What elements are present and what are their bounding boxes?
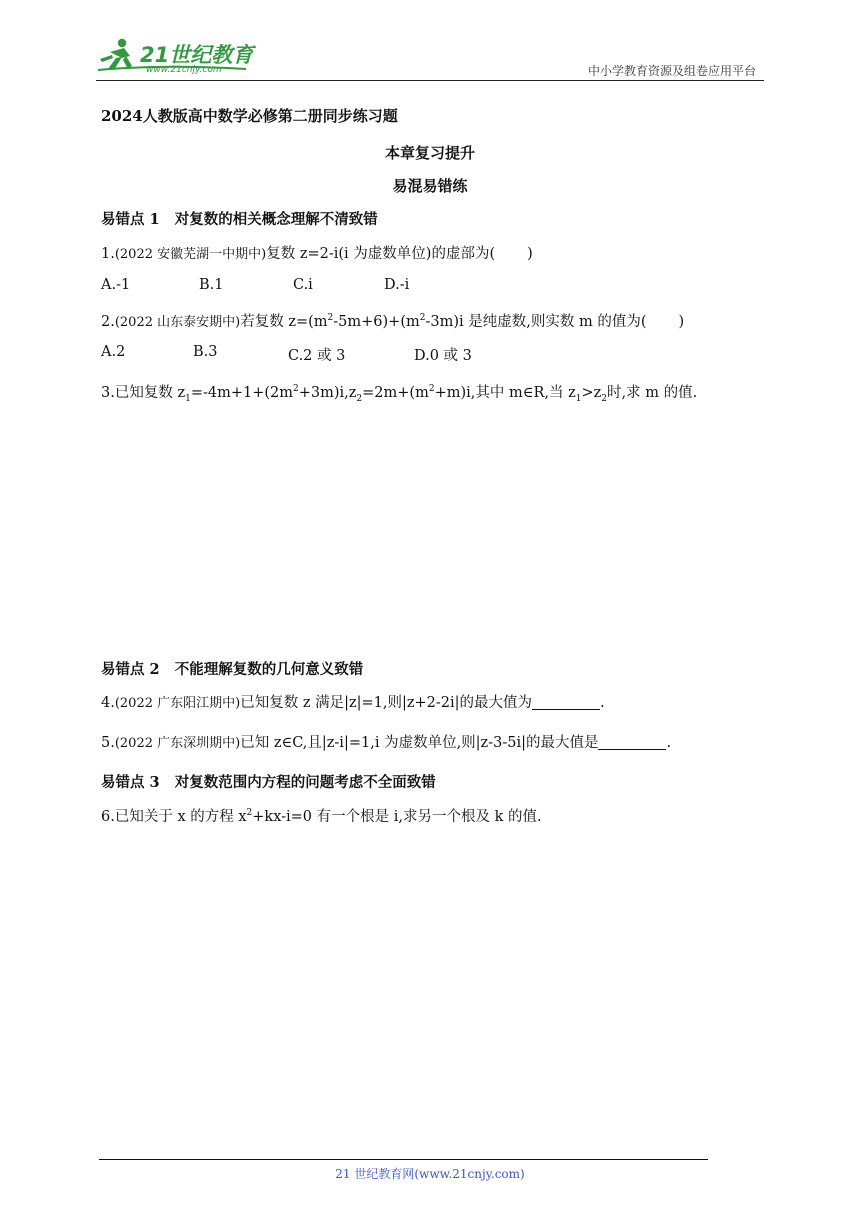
- header-platform-text: 中小学教育资源及组卷应用平台: [587, 64, 756, 78]
- question-6: 6.已知关于 x 的方程 $x^2+kx-i=0$ 有一个根是 i,求另一个根及 k 的值.: [101, 808, 542, 825]
- chapter-title: 本章复习提升: [384, 144, 475, 162]
- footer-divider: [99, 1159, 708, 1160]
- question-4: 4.(2022 广东阳江期中)已知复数 z 满足|z|=1,则|z+2-2i|的最大值为 .: [101, 695, 605, 711]
- question-number: 2.: [101, 314, 115, 330]
- question-source: (2022 安徽芜湖一中期中): [114, 247, 267, 262]
- option-d: D.0 或 3: [414, 348, 472, 364]
- question-number: 1.: [101, 246, 115, 262]
- section-title: 不能理解复数的几何意义致错: [174, 661, 364, 678]
- question-source: (2022 广东阳江期中): [114, 696, 241, 711]
- footer-text: 21 世纪教育网(www.21cnjy.com): [335, 1167, 525, 1181]
- question-3: 3.已知复数 $z_1=-4m+1+(2m^2+3m)i,z_2=2m+(m^2+m)i$,其中 m∈R,当 $z_1>z_2$时,求 m 的值.: [101, 384, 698, 404]
- logo-url: www.21cnjy.com: [146, 65, 222, 75]
- question-number: 5.: [101, 735, 115, 751]
- option-a: A.-1: [101, 277, 131, 293]
- option-a: A.2: [101, 344, 126, 360]
- option-d: D.-i: [384, 277, 410, 293]
- section-subtitle: 易混易错练: [392, 177, 468, 195]
- question-text: 已知 z∈C,且|z-i|=1,i 为虚数单位,则|z-3-5i|的最大值是: [240, 735, 599, 751]
- option-c: C.i: [293, 277, 313, 293]
- logo-text: 21世纪教育: [140, 43, 254, 67]
- section-heading-1: [101, 208, 378, 229]
- section-title: 对复数的相关概念理解不清致错: [174, 211, 378, 228]
- question-1: 1.(2022 安徽芜湖一中期中)复数 z=2-i(i 为虚数单位)的虚部为( ): [101, 246, 533, 262]
- question-2: 2.(2022 山东泰安期中)若复数 $z=(m^2-5m+6)+(m^2-3m)i$ 是纯虚数,则实数 m 的值为( ): [101, 313, 685, 330]
- header-divider: [96, 80, 764, 81]
- option-b: B.3: [193, 344, 218, 360]
- section-label: 易错点 1: [101, 211, 160, 228]
- answer-blank[interactable]: [598, 735, 666, 751]
- option-c: C.2 或 3: [288, 348, 346, 364]
- question-source: (2022 广东深圳期中): [114, 736, 241, 751]
- question-text: 已知复数 z 满足|z|=1,则|z+2-2i|的最大值为: [240, 695, 533, 711]
- section-title: 对复数范围内方程的问题考虑不全面致错: [174, 774, 436, 791]
- section-heading-3: [101, 771, 436, 792]
- question-number: 4.: [101, 695, 115, 711]
- section-label: 易错点 2: [101, 661, 160, 678]
- option-b: B.1: [199, 277, 224, 293]
- question-source: (2022 山东泰安期中): [114, 315, 241, 330]
- document-title: 2024人教版高中数学必修第二册同步练习题: [101, 107, 398, 125]
- section-label: 易错点 3: [101, 774, 160, 791]
- question-text: 复数 z=2-i(i 为虚数单位)的虚部为(: [266, 246, 496, 262]
- section-heading-2: [101, 658, 363, 679]
- answer-blank[interactable]: [532, 695, 600, 711]
- question-5: 5.(2022 广东深圳期中)已知 z∈C,且|z-i|=1,i 为虚数单位,则|z-3-5i|的最大值是 .: [101, 735, 672, 751]
